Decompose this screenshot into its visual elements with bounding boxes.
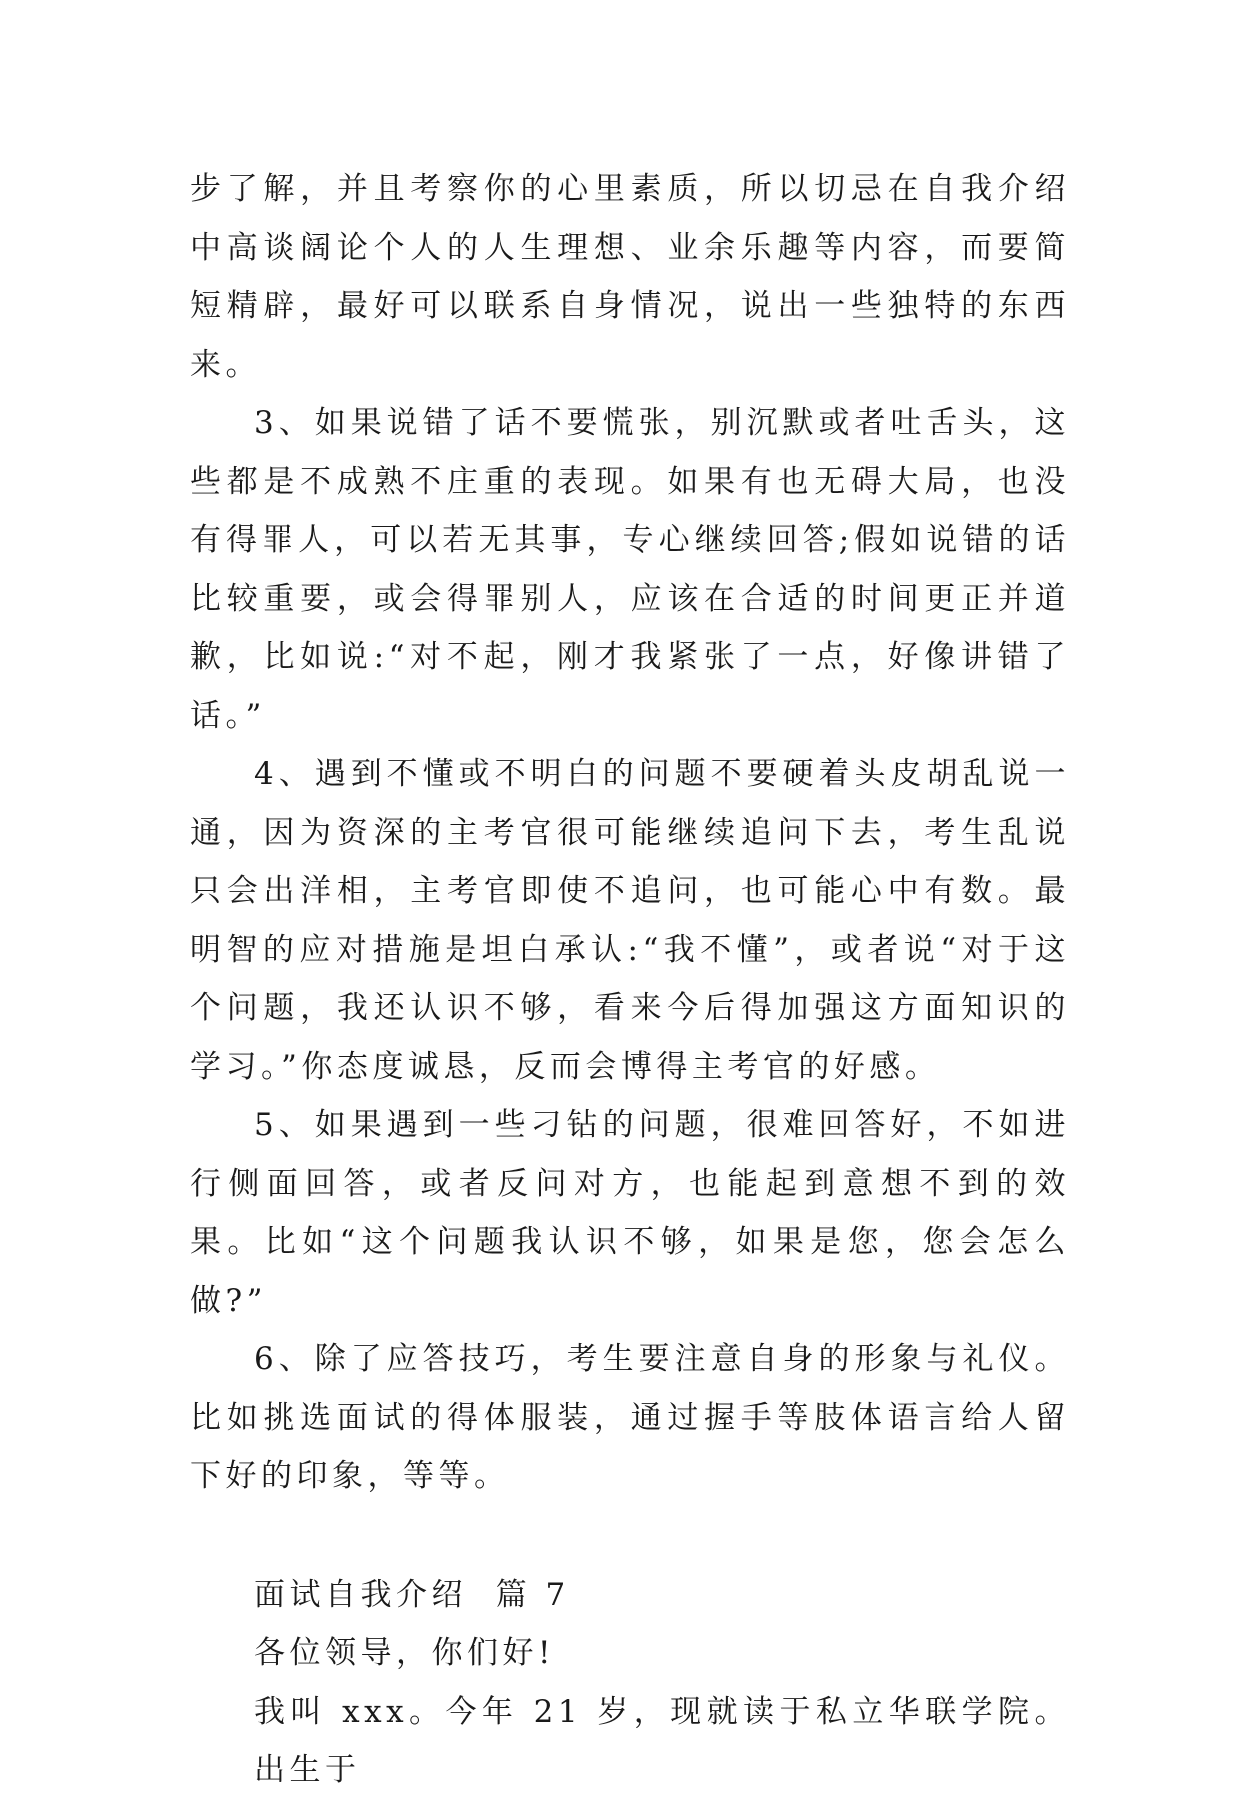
paragraph-tip-4: 4、遇到不懂或不明白的问题不要硬着头皮胡乱说一通，因为资深的主考官很可能继续追问下去，考生乱说只会出洋相，主考官即使不追问，也可能心中有数。最明智的应对措施是坦白承认:“我不懂”，或者说“对于这个问题，我还认识不够，看来今后得加强这方面知识的学习。”你态度诚恳，反而会博得主考官的好感。: [190, 756, 1070, 1085]
paragraph-tip-6: 6、除了应答技巧，考生要注意自身的形象与礼仪。比如挑选面试的得体服装，通过握手等肢体语言给人留下好的印象，等等。: [190, 1341, 1070, 1494]
paragraph-continued: 步了解，并且考察你的心里素质，所以切忌在自我介绍中高谈阔论个人的人生理想、业余乐趣等内容，而要简短精辟，最好可以联系自身情况，说出一些独特的东西来。: [190, 171, 1070, 383]
document-body: [190, 160, 1070, 1800]
paragraph-tip-5: 5、如果遇到一些刁钻的问题，很难回答好，不如进行侧面回答，或者反问对方，也能起到意想不到的效果。比如“这个问题我认识不够，如果是您，您会怎么做?”: [190, 1107, 1070, 1319]
section-title: 面试自我介绍 篇 7: [254, 1576, 570, 1613]
section-spacer: [190, 1506, 1070, 1566]
greeting-line: 各位领导，你们好!: [254, 1635, 555, 1671]
intro-line: 我叫 xxx。今年 21 岁，现就读于私立华联学院。出生于: [254, 1693, 1070, 1788]
paragraph-tip-3: 3、如果说错了话不要慌张，别沉默或者吐舌头，这些都是不成熟不庄重的表现。如果有也无碍大局，也没有得罪人，可以若无其事，专心继续回答;假如说错的话比较重要，或会得罪别人，应该在合适的时间更正并道歉，比如说:“对不起，刚才我紧张了一点，好像讲错了话。”: [190, 405, 1070, 734]
